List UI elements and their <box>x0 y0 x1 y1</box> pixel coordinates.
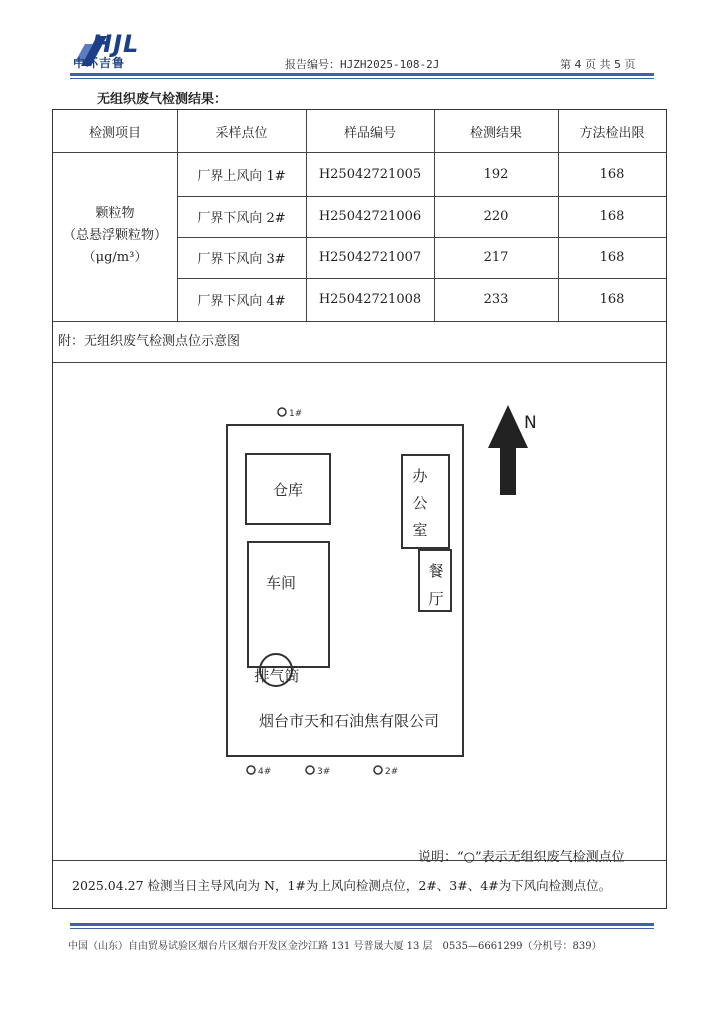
sampling-point: 厂界下风向 3# <box>197 252 286 267</box>
workshop-building <box>248 542 329 667</box>
sampling-point: 厂界下风向 4# <box>197 293 286 309</box>
canteen-label-1: 餐 <box>428 562 444 580</box>
detection-limit: 168 <box>599 291 625 307</box>
result-value: 233 <box>483 291 509 307</box>
footer-address: 中国（山东）自由贸易试验区烟台片区烟台开发区金沙江路 131 号普晟大厦 13 层 0535—6661299（分机号：839） <box>68 941 602 952</box>
result-value: 192 <box>483 166 509 182</box>
page-info: 第 4 页 共 5 页 <box>560 58 636 71</box>
sampling-point: 厂界下风向 2# <box>197 211 286 226</box>
item-name: 颗粒物 <box>95 206 135 221</box>
footer-rule-thin <box>70 928 654 929</box>
logo-text-en: HJL <box>92 30 140 58</box>
sample-id: H25042721006 <box>318 209 422 224</box>
office-label-2: 公 <box>412 494 428 512</box>
north-arrow-icon <box>488 405 528 495</box>
workshop-label: 车间 <box>265 574 297 592</box>
result-value: 217 <box>483 250 509 265</box>
conclusion-text: 2025.04.27 检测当日主导风向为 N，1#为上风向检测点位，2#、3#、4#为下风向检测点位。 <box>72 878 612 893</box>
canteen-label-2: 厅 <box>428 590 444 608</box>
detection-limit: 168 <box>599 250 625 265</box>
detection-limit: 168 <box>599 166 625 182</box>
item-unit: （μg/m³） <box>82 250 148 265</box>
header-detection-limit: 方法检出限 <box>579 125 645 141</box>
result-value: 220 <box>483 209 509 224</box>
report-number: 报告编号：HJZH2025-108-2J <box>285 58 440 71</box>
point-3-marker <box>306 766 314 774</box>
north-label: N <box>524 413 537 433</box>
company-name: 烟台市天和石油焦有限公司 <box>258 712 440 730</box>
sampling-point: 厂界上风向 1# <box>197 168 286 184</box>
footer-rule <box>70 923 654 926</box>
sample-id: H25042721008 <box>318 291 422 307</box>
warehouse-label: 仓库 <box>272 481 304 499</box>
point-4-marker <box>247 766 255 774</box>
point-1-label: 1# <box>289 409 303 419</box>
point-2-marker <box>374 766 382 774</box>
exhaust-label: 排气筒 <box>254 667 300 685</box>
point-4-label: 4# <box>258 767 272 777</box>
point-1-marker <box>278 408 286 416</box>
header-result: 检测结果 <box>469 125 522 141</box>
legend-note: 说明：“○”表示无组织废气检测点位 <box>418 850 625 865</box>
sample-id: H25042721007 <box>318 250 422 265</box>
header-sampling-point: 采样点位 <box>215 125 268 141</box>
office-label-3: 室 <box>412 521 428 539</box>
header-test-item: 检测项目 <box>88 125 141 141</box>
detection-limit: 168 <box>599 209 625 224</box>
sample-id: H25042721005 <box>318 166 422 182</box>
logo-text-cn: 中环吉鲁 <box>73 56 126 70</box>
office-label-1: 办 <box>412 467 428 485</box>
header-sample-id: 样品编号 <box>343 125 396 141</box>
section-title: 无组织废气检测结果： <box>97 92 228 107</box>
point-2-label: 2# <box>385 767 399 777</box>
attachment-label: 附：无组织废气检测点位示意图 <box>58 334 241 349</box>
point-3-label: 3# <box>317 767 331 777</box>
item-subname: （总悬浮颗粒物） <box>62 228 167 243</box>
